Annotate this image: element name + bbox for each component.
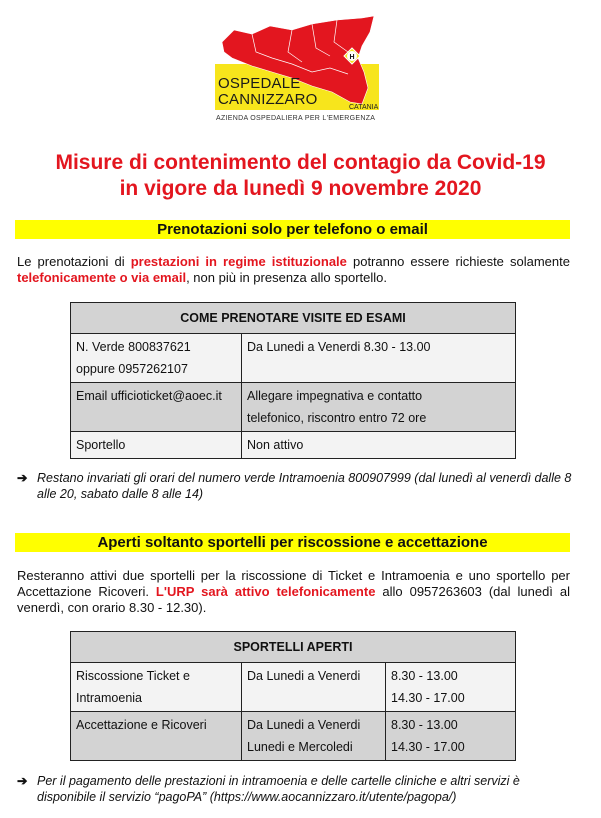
section1-paragraph	[17, 254, 570, 286]
logo-name-line2: CANNIZZARO	[218, 91, 318, 108]
title-line1: Misure di contenimento del contagio da Covid-19	[55, 151, 546, 174]
table-cell	[242, 334, 516, 383]
cell-line: telefonico, riscontro entro 72 ore	[247, 411, 427, 425]
table-cell	[242, 712, 386, 761]
table-cell	[386, 712, 516, 761]
open-desks-table	[70, 631, 516, 761]
page-title	[0, 150, 601, 202]
arrow-right-icon: ➔	[17, 774, 28, 788]
table-cell	[242, 432, 516, 459]
cell-line: oppure 0957262107	[76, 362, 188, 376]
text-run: Le prenotazioni di	[17, 254, 131, 269]
hospital-marker: H	[349, 54, 355, 61]
cell-line: 8.30 - 13.00	[391, 718, 458, 732]
title-line2: in vigore da lunedì 9 novembre 2020	[119, 177, 482, 200]
logo-name	[218, 76, 318, 108]
section2-heading: Aperti soltanto sportelli per riscossione e accettazione	[15, 533, 570, 552]
table-cell	[71, 383, 242, 432]
email-text: Email ufficioticket@aoec.it	[76, 389, 222, 403]
note-text: Per il pagamento delle prestazioni in intramoenia e delle cartelle cliniche e altri servizi è disponibile il servizio “pagoPA” (https://www.aocannizzaro.it/utente/pagopa/)	[37, 774, 520, 804]
cell-line: Lunedi e Mercoledi	[247, 740, 353, 754]
cell-line: Allegare impegnativa e contatto	[247, 389, 423, 403]
table-row	[71, 383, 516, 432]
cell-line: Da Lunedi a Venerdi	[247, 669, 361, 683]
cell-line: 8.30 - 13.00	[391, 669, 458, 683]
section2-paragraph	[17, 568, 570, 616]
cell-line: 14.30 - 17.00	[391, 740, 465, 754]
cell-line: Da Lunedi a Venerdi	[247, 718, 361, 732]
table-row	[71, 334, 516, 383]
arrow-right-icon: ➔	[17, 471, 28, 485]
section1-note	[17, 470, 577, 502]
cell-line: Intramoenia	[76, 691, 143, 705]
cell-line: Riscossione Ticket e	[76, 669, 190, 683]
highlight-text: telefonicamente o via email	[17, 270, 187, 285]
cell-line: Non attivo	[247, 438, 304, 452]
text-run: potranno essere richieste solamente	[346, 254, 570, 269]
logo-name-line1: OSPEDALE	[218, 75, 301, 92]
table-cell	[386, 663, 516, 712]
booking-table	[70, 302, 516, 459]
logo-subtitle: AZIENDA OSPEDALIERA PER L'EMERGENZA	[216, 115, 376, 122]
cell-line: 14.30 - 17.00	[391, 691, 465, 705]
cell-line: Accettazione e Ricoveri	[76, 718, 207, 732]
table-row	[71, 712, 516, 761]
text-run: allo 0957263603 (dal lunedì al venerdì, con orario 8.30 - 12.30).	[17, 584, 570, 615]
text-run: Resteranno attivi due sportelli per la riscossione di Ticket e Intramoenia e uno sportello per Accettazione Ricoveri.	[17, 568, 570, 599]
cell-line: N. Verde 800837621	[76, 340, 191, 354]
note-text: Restano invariati gli orari del numero verde Intramoenia 800907999 (dal lunedì al venerdì dalle 8 alle 20, sabato dalle 8 alle 14)	[37, 471, 572, 501]
section1-heading: Prenotazioni solo per telefono o email	[15, 220, 570, 239]
text-run: , non più in presenza allo sportello.	[186, 270, 387, 285]
logo-city: CATANIA	[349, 104, 379, 111]
highlight-text: prestazioni in regime istituzionale	[130, 254, 347, 269]
hospital-logo	[212, 12, 382, 122]
table-row	[71, 432, 516, 459]
highlight-text: L'URP sarà attivo telefonicamente	[155, 584, 376, 599]
table-cell	[71, 712, 242, 761]
table-cell	[242, 663, 386, 712]
table-header: COME PRENOTARE VISITE ED ESAMI	[71, 303, 516, 334]
table-cell	[71, 432, 242, 459]
table-row	[71, 663, 516, 712]
table-header: SPORTELLI APERTI	[71, 632, 516, 663]
cell-line: Da Lunedi a Venerdi 8.30 - 13.00	[247, 340, 431, 354]
section2-note	[17, 773, 577, 805]
cell-line: Sportello	[76, 438, 126, 452]
table-cell	[71, 334, 242, 383]
table-cell	[71, 663, 242, 712]
table-cell	[242, 383, 516, 432]
